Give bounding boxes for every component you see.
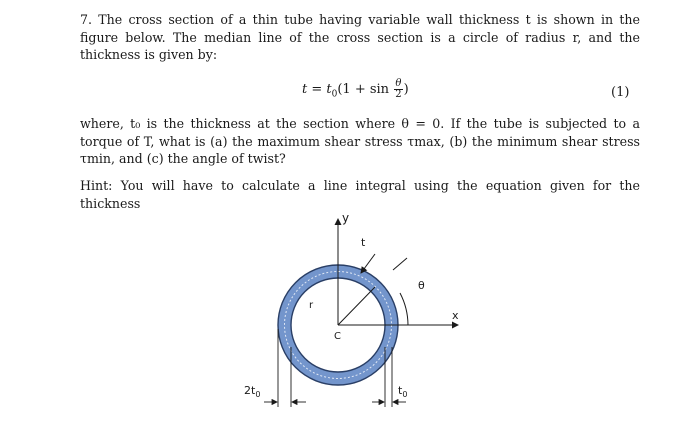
radius-line	[338, 287, 375, 325]
thickness-label: t	[361, 236, 366, 249]
problem-statement: 7. The cross section of a thin tube having variable wall thickness t is shown in the figure below. The median line of the cross section is a circle of radius r, and the thickness is given by:	[80, 12, 640, 62]
x-axis-label: x	[452, 309, 459, 322]
equation-close: )	[403, 82, 409, 97]
equation-fraction-numerator: θ	[395, 78, 402, 89]
theta-label: θ	[418, 279, 425, 292]
equation-fraction-denominator: 2	[395, 89, 402, 100]
equation-mid: (1 + sin	[337, 82, 394, 97]
right-dimension-label: $t_0$	[398, 384, 408, 399]
equation-lhs-subscript: 0	[331, 89, 338, 100]
hint-text: Hint: You will have to calculate a line integral using the equation given for the thickness	[80, 178, 640, 211]
question-text: where, t₀ is the thickness at the section where θ = 0. If the tube is subjected to a torque of T, what is (a) the maximum shear stress τmax, (b) the minimum shear stress τmin, and (c) the angle of twist?	[80, 116, 640, 166]
thickness-equation	[302, 79, 409, 100]
equation-fraction	[394, 79, 402, 100]
left-dimension-label: $2t_0$	[244, 384, 261, 399]
theta-reference-line	[393, 258, 407, 270]
equation-lhs: t = t	[302, 82, 332, 97]
equation-number: (1)	[611, 85, 630, 100]
radius-label: r	[309, 300, 314, 311]
cross-section-figure	[230, 207, 490, 427]
thickness-pointer	[361, 254, 375, 273]
theta-arc	[400, 293, 408, 325]
center-label: C	[334, 331, 341, 342]
y-axis-label: y	[342, 211, 350, 225]
